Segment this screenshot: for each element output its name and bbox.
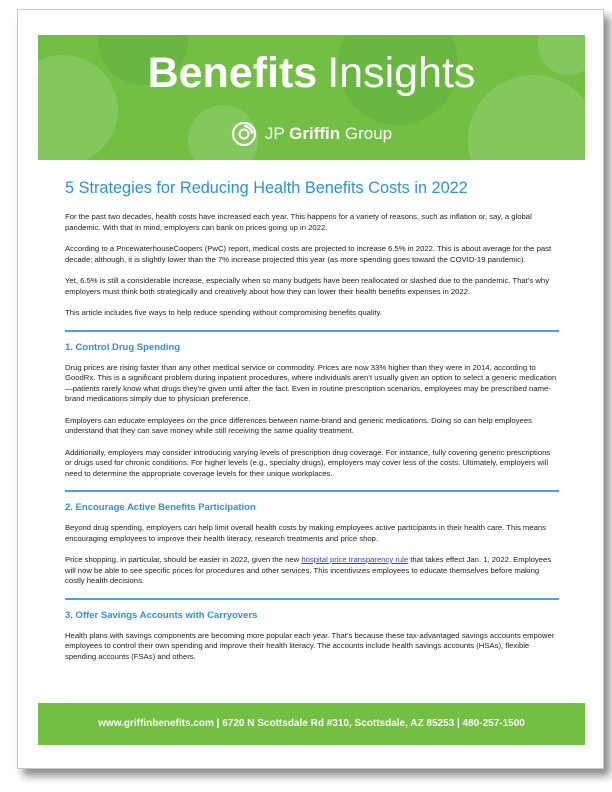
griffin-logo-icon	[231, 121, 257, 147]
section-heading: 1. Control Drug Spending	[65, 341, 181, 353]
section-divider	[65, 598, 559, 600]
footer-contact-bar: www.griffinbenefits.com | 6720 N Scottsdale Rd #310, Scottsdale, AZ 85253 | 480-257-1500	[38, 703, 585, 745]
intro-paragraph: This article includes five ways to help reduce spending without compromising benefits quality.	[65, 308, 382, 317]
section-divider	[65, 490, 559, 492]
section-paragraph: Additionally, employers may consider introducing varying levels of prescription drug coverage. For instance, fully covering generic prescriptions or drugs used for chronic conditions. For higher levels (e.g., specialty drugs), employers may cover less of the costs. Ultimately, employers will need to determine the appropriate coverage levels for their unique workplaces.	[65, 447, 551, 478]
section-paragraph: Health plans with savings components are becoming more popular each year. That’s because these tax-advantaged savings accounts empower employees to control their own spending and improve their health literacy. The accounts include health savings accounts (HSAs), flexible spending accounts (FSAs) and others.	[65, 630, 555, 661]
brand-logo	[38, 119, 585, 149]
header-banner	[38, 35, 585, 160]
section-paragraph	[65, 555, 559, 587]
title-light: Insights	[327, 49, 476, 97]
section-paragraph: Drug prices are rising faster than any other medical service or commodity. Prices are now 33% higher than they were in 2014, according to GoodRx. This is a significant problem during inpatient procedures, where individuals aren’t usually given an option to select a generic medication—patients rarely know what drugs they’re given until after the fact. Even in routine prescription scenarios, employees may be prescribed name-brand medications simply due to physician preference.	[65, 362, 557, 403]
document-page	[17, 9, 604, 769]
brand-bold: Griffin	[289, 124, 341, 143]
intro-paragraph: For the past two decades, health costs have increased each year. This happens for a variety of reasons, such as inflation or, say, a global pandemic. With that in mind, employers can bank on prices going up in 2022.	[65, 212, 532, 232]
section-paragraph: Beyond drug spending, employers can help limit overall health costs by making employees active participants in their health care. This means encouraging employees to improve their health literacy, research treatments and price shop.	[65, 523, 547, 543]
title-bold: Benefits	[147, 49, 318, 97]
article-body	[65, 178, 559, 673]
brand-suffix: Group	[340, 124, 393, 143]
section-heading: 2. Encourage Active Benefits Participation	[65, 502, 256, 513]
newsletter-title	[38, 47, 585, 99]
section-heading: 3. Offer Savings Accounts with Carryovers	[65, 609, 258, 621]
section-divider	[65, 330, 559, 332]
article-title: 5 Strategies for Reducing Health Benefits Costs in 2022	[65, 179, 468, 197]
brand-prefix: JP	[264, 124, 290, 143]
price-transparency-link[interactable]: hospital price transparency rule	[301, 555, 409, 564]
paragraph-text: Price shopping, in particular, should be easier in 2022, given the new	[65, 555, 302, 564]
brand-name	[265, 124, 392, 144]
paragraph-text: that takes effect Jan. 1, 2022. Employees will now be able to see specific prices for procedures and other services. This incentivizes employees to educate themselves before making costly health decisions.	[65, 555, 552, 585]
section-paragraph: Employers can educate employees on the price differences between name-brand and generic medications. Doing so can help employees understand that they can save money while still receiving the same quality treatment.	[65, 415, 532, 435]
intro-paragraph: According to a PricewaterhouseCoopers (PwC) report, medical costs are projected to increase 6.5% in 2022. This is about average for the past decade; although, it is slightly lower than the 7% increase projected this year (as more spending goes toward the COVID-19 pandemic).	[65, 244, 552, 264]
intro-paragraph: Yet, 6.5% is still a considerable increase, especially when so many budgets have been reallocated or slashed due to the pandemic. That’s why employers must think both strategically and creatively about how they can lower their health benefits expenses in 2022.	[65, 276, 550, 296]
